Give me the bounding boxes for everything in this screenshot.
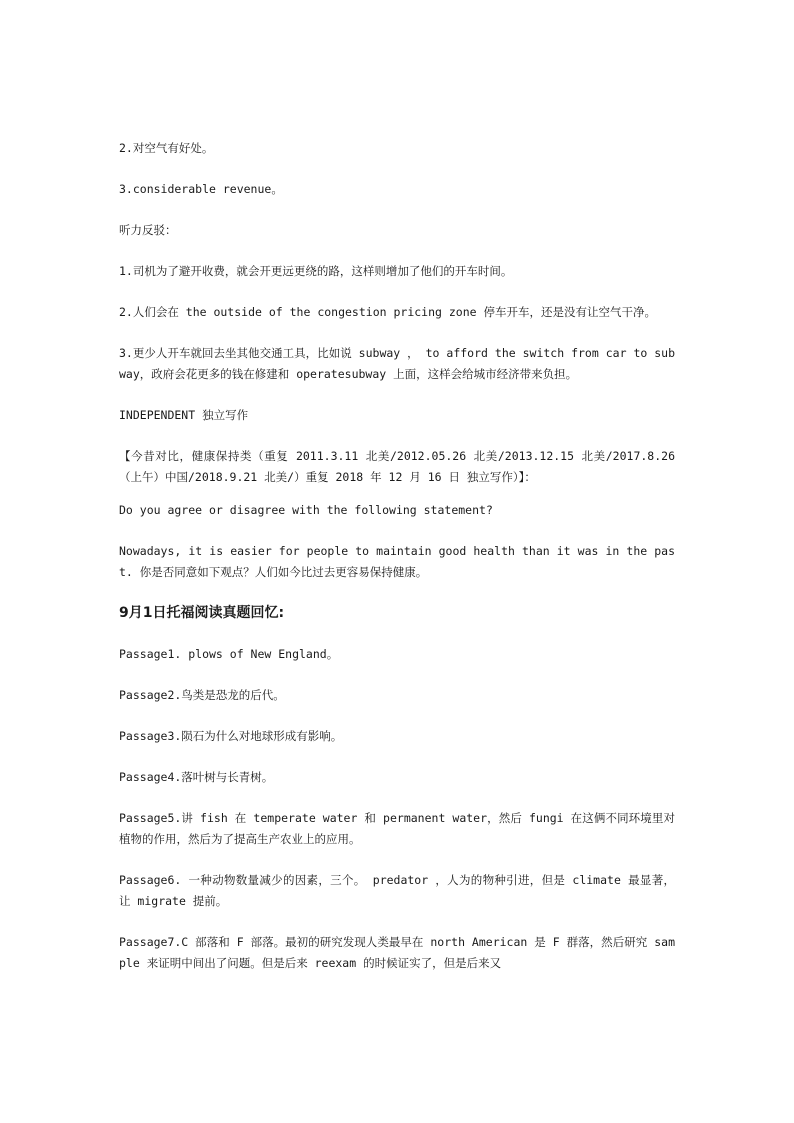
paragraph-rebuttal-3: 3.更少人开车就回去坐其他交通工具，比如说 subway ， to afford the switch from car to subway，政府会花更多的钱在修建和 operatesubway 上面，这样会给城市经济带来负担。 [119,346,675,381]
paragraph-passage-5: Passage5.讲 fish 在 temperate water 和 permanent water，然后 fungi 在这俩不同环境里对植物的作用，然后为了提高生产农业上的应用。 [119,811,675,846]
paragraph-passage-2: Passage2.鸟类是恐龙的后代。 [119,688,285,702]
paragraph-topic-history: 【今昔对比，健康保持类（重复 2011.3.11 北美/2012.05.26 北美/2013.12.15 北美/2017.8.26（上午）中国/2018.9.21 北美/）重复 2018 年 12 月 16 日 独立写作）】： [119,449,675,484]
paragraph-benefit-air: 2.对空气有好处。 [119,141,214,155]
paragraph-question: Do you agree or disagree with the following statement? [119,503,493,517]
section-heading-reading: 9月1日托福阅读真题回忆: [119,605,285,621]
paragraph-passage-3: Passage3.陨石为什么对地球形成有影响。 [119,729,343,743]
paragraph-passage-7: Passage7.C 部落和 F 部落。最初的研究发现人类最早在 north American 是 F 群落，然后研究 sample 来证明中间出了问题。但是后来 reexam 的时候证实了，但是后来又 [119,935,675,970]
paragraph-independent-writing: INDEPENDENT 独立写作 [119,408,249,422]
document-page [119,138,675,994]
paragraph-revenue: 3.considerable revenue。 [119,182,283,196]
paragraph-rebuttal-1: 1.司机为了避开收费，就会开更远更绕的路，这样则增加了他们的开车时间。 [119,264,513,278]
paragraph-passage-1: Passage1. plows of New England。 [119,647,339,661]
paragraph-statement: Nowadays, it is easier for people to maintain good health than it was in the past. 你是否同意如下观点？人们如今比过去更容易保持健康。 [119,544,675,579]
paragraph-passage-4: Passage4.落叶树与长青树。 [119,770,274,784]
paragraph-listening-rebuttal-label: 听力反驳： [119,223,177,237]
paragraph-rebuttal-2: 2.人们会在 the outside of the congestion pricing zone 停车开车，还是没有让空气干净。 [119,305,656,319]
paragraph-passage-6: Passage6. 一种动物数量减少的因素，三个。 predator ，人为的物种引进，但是 climate 最显著，让 migrate 提前。 [119,873,675,908]
